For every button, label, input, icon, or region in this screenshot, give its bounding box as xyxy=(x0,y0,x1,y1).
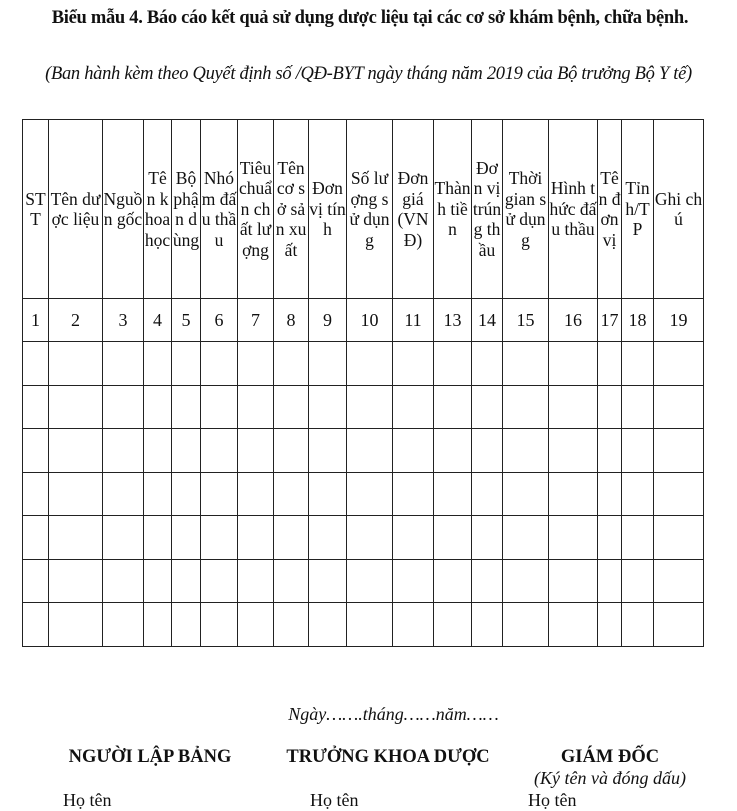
empty-cell xyxy=(622,559,654,603)
empty-cell xyxy=(201,385,238,429)
empty-cell xyxy=(654,559,704,603)
empty-cell xyxy=(393,472,434,516)
column-number-cell: 6 xyxy=(201,299,238,342)
empty-cell xyxy=(347,429,393,473)
empty-cell xyxy=(172,516,201,560)
empty-cell xyxy=(622,603,654,647)
table-row xyxy=(23,516,704,560)
empty-cell xyxy=(622,342,654,386)
empty-cell xyxy=(49,516,103,560)
empty-cell xyxy=(23,603,49,647)
empty-cell xyxy=(598,559,622,603)
empty-cell xyxy=(238,342,274,386)
date-line: Ngày…….tháng……năm…… xyxy=(288,704,499,724)
empty-cell xyxy=(23,342,49,386)
column-number-cell: 5 xyxy=(172,299,201,342)
empty-cell xyxy=(274,603,309,647)
empty-cell xyxy=(503,429,549,473)
empty-cell xyxy=(434,472,472,516)
header-row xyxy=(23,120,704,299)
empty-cell xyxy=(503,472,549,516)
column-header: Hình thức đấu thầu xyxy=(549,120,598,299)
empty-cell xyxy=(472,603,503,647)
empty-cell xyxy=(503,603,549,647)
empty-cell xyxy=(347,603,393,647)
table-row xyxy=(23,559,704,603)
column-header: STT xyxy=(23,120,49,299)
signatory-director-name-label: Họ tên xyxy=(528,790,577,810)
empty-cell xyxy=(309,429,347,473)
empty-cell xyxy=(23,516,49,560)
empty-cell xyxy=(434,429,472,473)
column-header: Tỉnh/TP xyxy=(622,120,654,299)
empty-cell xyxy=(172,342,201,386)
empty-cell xyxy=(472,342,503,386)
column-header: Ghi chú xyxy=(654,120,704,299)
empty-cell xyxy=(549,516,598,560)
empty-cell xyxy=(472,472,503,516)
column-number-cell: 19 xyxy=(654,299,704,342)
signatory-preparer-name-label: Họ tên xyxy=(63,790,112,810)
empty-cell xyxy=(654,429,704,473)
signatory-pharmacy-head-name-label: Họ tên xyxy=(310,790,359,810)
column-number-cell: 17 xyxy=(598,299,622,342)
column-header: Tên dược liệu xyxy=(49,120,103,299)
signatory-preparer-title: NGƯỜI LẬP BẢNG xyxy=(68,747,232,767)
empty-cell xyxy=(172,385,201,429)
column-header: Số lượng sử dụng xyxy=(347,120,393,299)
empty-cell xyxy=(172,559,201,603)
empty-cell xyxy=(238,385,274,429)
table-row xyxy=(23,342,704,386)
empty-cell xyxy=(434,385,472,429)
table-row xyxy=(23,385,704,429)
empty-cell xyxy=(201,516,238,560)
empty-cell xyxy=(622,385,654,429)
empty-cell xyxy=(238,429,274,473)
empty-cell xyxy=(549,603,598,647)
empty-cell xyxy=(434,603,472,647)
column-number-cell: 10 xyxy=(347,299,393,342)
table-row xyxy=(23,429,704,473)
empty-cell xyxy=(654,603,704,647)
empty-cell xyxy=(201,429,238,473)
empty-cell xyxy=(309,559,347,603)
empty-cell xyxy=(598,603,622,647)
empty-cell xyxy=(347,385,393,429)
empty-cell xyxy=(654,516,704,560)
empty-cell xyxy=(393,429,434,473)
empty-cell xyxy=(144,516,172,560)
empty-cell xyxy=(309,603,347,647)
empty-cell xyxy=(503,342,549,386)
empty-cell xyxy=(23,472,49,516)
report-table xyxy=(22,119,704,647)
empty-cell xyxy=(103,472,144,516)
empty-cell xyxy=(393,342,434,386)
column-number-cell: 16 xyxy=(549,299,598,342)
empty-cell xyxy=(347,342,393,386)
column-number-cell: 1 xyxy=(23,299,49,342)
empty-cell xyxy=(144,385,172,429)
empty-cell xyxy=(274,559,309,603)
empty-cell xyxy=(549,559,598,603)
empty-cell xyxy=(549,385,598,429)
empty-cell xyxy=(201,603,238,647)
signatory-director-title: GIÁM ĐỐC xyxy=(560,747,660,767)
empty-cell xyxy=(103,516,144,560)
empty-cell xyxy=(103,342,144,386)
empty-cell xyxy=(549,472,598,516)
column-number-cell: 13 xyxy=(434,299,472,342)
column-header: Đơn giá (VNĐ) xyxy=(393,120,434,299)
empty-cell xyxy=(201,342,238,386)
empty-cell xyxy=(274,472,309,516)
empty-cell xyxy=(549,342,598,386)
empty-cell xyxy=(144,559,172,603)
empty-cell xyxy=(622,429,654,473)
empty-cell xyxy=(434,559,472,603)
empty-cell xyxy=(238,472,274,516)
empty-cell xyxy=(622,516,654,560)
column-number-row xyxy=(23,299,704,342)
column-header: Thành tiền xyxy=(434,120,472,299)
empty-cell xyxy=(503,385,549,429)
empty-cell xyxy=(393,516,434,560)
empty-cell xyxy=(309,342,347,386)
empty-cell xyxy=(309,385,347,429)
empty-cell xyxy=(654,342,704,386)
column-number-cell: 11 xyxy=(393,299,434,342)
column-number-cell: 15 xyxy=(503,299,549,342)
empty-cell xyxy=(238,603,274,647)
column-number-cell: 14 xyxy=(472,299,503,342)
empty-cell xyxy=(144,342,172,386)
empty-cell xyxy=(201,559,238,603)
empty-cell xyxy=(103,429,144,473)
empty-cell xyxy=(103,385,144,429)
empty-cell xyxy=(622,472,654,516)
empty-cell xyxy=(49,472,103,516)
empty-cell xyxy=(598,472,622,516)
signatory-pharmacy-head-title: TRƯỞNG KHOA DƯỢC xyxy=(286,747,490,767)
empty-cell xyxy=(393,385,434,429)
column-header: Đơn vị tính xyxy=(309,120,347,299)
empty-cell xyxy=(598,342,622,386)
empty-cell xyxy=(274,342,309,386)
column-header: Nhóm đấu thầu xyxy=(201,120,238,299)
column-header: Thời gian sử dụng xyxy=(503,120,549,299)
form-title: Biểu mẫu 4. Báo cáo kết quả sử dụng dược liệu tại các cơ sở khám bệnh, chữa bệnh. xyxy=(51,8,689,28)
empty-cell xyxy=(23,385,49,429)
column-header: Tên đơn vị xyxy=(598,120,622,299)
empty-cell xyxy=(49,603,103,647)
empty-cell xyxy=(393,559,434,603)
column-header: Tên khoa học xyxy=(144,120,172,299)
empty-cell xyxy=(172,603,201,647)
empty-cell xyxy=(103,603,144,647)
empty-cell xyxy=(274,385,309,429)
empty-cell xyxy=(472,559,503,603)
signatory-director-note: (Ký tên và đóng dấu) xyxy=(534,768,686,788)
empty-cell xyxy=(49,385,103,429)
empty-cell xyxy=(434,342,472,386)
column-header: Bộ phận dùng xyxy=(172,120,201,299)
form-subtitle: (Ban hành kèm theo Quyết định số /QĐ-BYT ngày tháng năm 2019 của Bộ trưởng Bộ Y tế) xyxy=(45,64,692,84)
empty-cell xyxy=(347,516,393,560)
empty-cell xyxy=(201,472,238,516)
empty-cell xyxy=(472,429,503,473)
table-row xyxy=(23,603,704,647)
empty-cell xyxy=(503,516,549,560)
empty-cell xyxy=(144,472,172,516)
column-header: Đơn vị trúng thầu xyxy=(472,120,503,299)
column-number-cell: 4 xyxy=(144,299,172,342)
empty-cell xyxy=(144,429,172,473)
empty-cell xyxy=(144,603,172,647)
empty-cell xyxy=(434,516,472,560)
empty-cell xyxy=(503,559,549,603)
empty-cell xyxy=(472,385,503,429)
table-row xyxy=(23,472,704,516)
empty-cell xyxy=(654,385,704,429)
empty-cell xyxy=(393,603,434,647)
empty-cell xyxy=(472,516,503,560)
empty-cell xyxy=(274,516,309,560)
empty-cell xyxy=(49,429,103,473)
empty-cell xyxy=(549,429,598,473)
column-number-cell: 18 xyxy=(622,299,654,342)
empty-cell xyxy=(309,516,347,560)
empty-cell xyxy=(238,516,274,560)
column-number-cell: 2 xyxy=(49,299,103,342)
empty-cell xyxy=(172,429,201,473)
empty-cell xyxy=(309,472,347,516)
empty-cell xyxy=(49,342,103,386)
column-number-cell: 3 xyxy=(103,299,144,342)
column-header: Nguồn gốc xyxy=(103,120,144,299)
column-number-cell: 8 xyxy=(274,299,309,342)
empty-cell xyxy=(654,472,704,516)
column-number-cell: 7 xyxy=(238,299,274,342)
empty-cell xyxy=(598,385,622,429)
empty-cell xyxy=(274,429,309,473)
empty-cell xyxy=(103,559,144,603)
empty-cell xyxy=(598,516,622,560)
empty-cell xyxy=(598,429,622,473)
column-header: Tên cơ sở sản xuất xyxy=(274,120,309,299)
empty-cell xyxy=(23,429,49,473)
empty-cell xyxy=(23,559,49,603)
empty-cell xyxy=(238,559,274,603)
column-header: Tiêu chuẩn chất lượng xyxy=(238,120,274,299)
empty-cell xyxy=(347,472,393,516)
column-number-cell: 9 xyxy=(309,299,347,342)
empty-cell xyxy=(172,472,201,516)
empty-cell xyxy=(347,559,393,603)
empty-cell xyxy=(49,559,103,603)
